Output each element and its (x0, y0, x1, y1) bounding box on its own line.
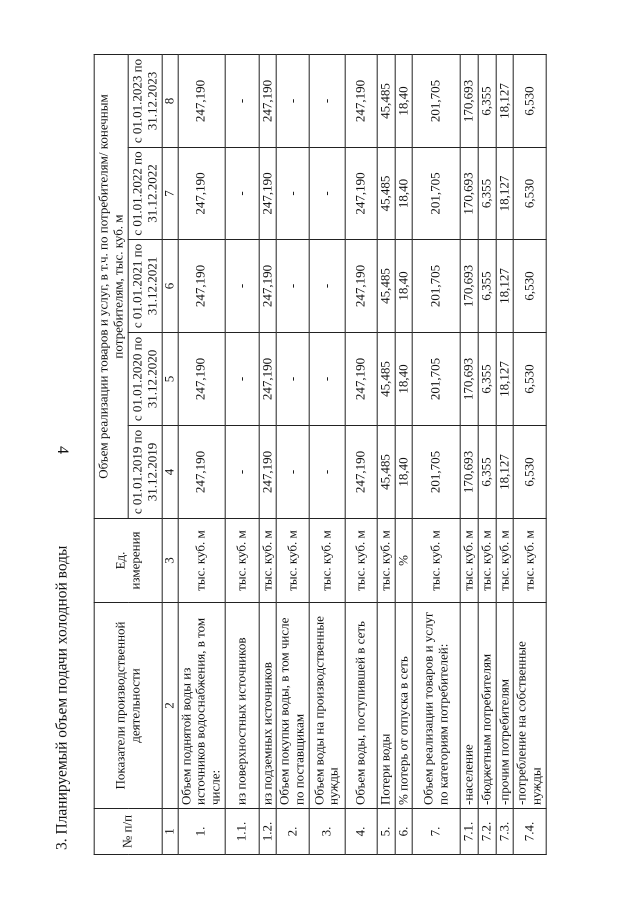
row-unit: тыс. куб. м (309, 519, 345, 603)
row-num: 7.4. (513, 809, 545, 855)
column-index: 8 (162, 55, 178, 148)
row-name: Потери воды (377, 603, 395, 809)
row-unit: тыс. куб. м (178, 519, 225, 603)
row-value: - (309, 426, 345, 519)
section-heading: 3. Планируемый объем подачи холодной воды (53, 545, 71, 850)
row-value: 18,40 (395, 148, 413, 240)
row-num: 1. (178, 809, 225, 855)
header-period: с 01.01.2021 по 31.12.2021 (128, 240, 162, 333)
row-value: 18,127 (496, 55, 514, 148)
row-value: - (225, 148, 259, 240)
row-unit: тыс. куб. м (345, 519, 377, 603)
row-num: 2. (277, 809, 309, 855)
water-supply-table (94, 54, 547, 855)
row-unit: тыс. куб. м (478, 519, 496, 603)
row-name: -прочим потребителям (496, 603, 514, 809)
row-value: - (277, 55, 309, 148)
row-value: 45,485 (377, 148, 395, 240)
row-value: 247,190 (178, 426, 225, 519)
row-name: Объем воды на производственные нужды (309, 603, 345, 809)
header-unit: Ед. измерения (94, 519, 162, 603)
row-value: 201,705 (412, 333, 460, 426)
header-period: с 01.01.2022 по 31.12.2022 (128, 148, 162, 240)
column-index: 7 (162, 148, 178, 240)
row-value: 6,530 (513, 55, 545, 148)
row-value: 18,127 (496, 148, 514, 240)
row-value: - (309, 333, 345, 426)
row-value: - (225, 240, 259, 333)
table-row (277, 55, 309, 855)
row-name: из подземных источников (259, 603, 277, 809)
row-value: 247,190 (345, 426, 377, 519)
row-value: - (309, 148, 345, 240)
row-value: 18,127 (496, 240, 514, 333)
row-value: 247,190 (178, 148, 225, 240)
table-row (412, 55, 460, 855)
table-row (377, 55, 395, 855)
row-value: - (225, 426, 259, 519)
row-value: 18,40 (395, 240, 413, 333)
row-value: - (309, 240, 345, 333)
row-value: 170,693 (460, 55, 478, 148)
table-row (259, 55, 277, 855)
table-row (496, 55, 514, 855)
header-period: с 01.01.2019 по 31.12.2019 (128, 426, 162, 519)
row-name: из поверхностных источников (225, 603, 259, 809)
header-num: № п/п (94, 809, 162, 855)
row-name: % потерь от отпуска в сеть (395, 603, 413, 809)
row-value: 6,355 (478, 148, 496, 240)
row-value: - (309, 55, 345, 148)
row-value: 170,693 (460, 148, 478, 240)
column-index: 2 (162, 603, 178, 809)
row-num: 4. (345, 809, 377, 855)
row-name: Объем воды, поступившей в сеть (345, 603, 377, 809)
table-row (178, 55, 225, 855)
row-value: 6,530 (513, 426, 545, 519)
row-name: Объем реализации товаров и услуг по категориям потребителей: (412, 603, 460, 809)
row-value: 170,693 (460, 426, 478, 519)
row-unit: тыс. куб. м (460, 519, 478, 603)
row-value: 6,530 (513, 240, 545, 333)
header-volume-group: Объем реализации товаров и услуг, в т.ч. по потребителям/ конечным потребителям, тыс. куб. м (94, 55, 128, 519)
column-index: 5 (162, 333, 178, 426)
row-num: 7.1. (460, 809, 478, 855)
row-value: 247,190 (345, 148, 377, 240)
page-number: 4 (54, 446, 71, 454)
row-value: 247,190 (259, 148, 277, 240)
row-value: 45,485 (377, 426, 395, 519)
row-num: 1.2. (259, 809, 277, 855)
row-value: - (277, 148, 309, 240)
row-name: -население (460, 603, 478, 809)
row-value: 45,485 (377, 240, 395, 333)
row-value: 6,355 (478, 240, 496, 333)
row-value: 201,705 (412, 148, 460, 240)
row-value: 247,190 (178, 55, 225, 148)
column-index: 3 (162, 519, 178, 603)
header-period: с 01.01.2023 по 31.12.2023 (128, 55, 162, 148)
row-unit: тыс. куб. м (259, 519, 277, 603)
row-value: 247,190 (259, 426, 277, 519)
row-num: 6. (395, 809, 413, 855)
row-value: 6,530 (513, 148, 545, 240)
row-value: - (225, 55, 259, 148)
table-row (309, 55, 345, 855)
table-row (395, 55, 413, 855)
row-value: - (277, 240, 309, 333)
row-value: - (277, 426, 309, 519)
row-num: 5. (377, 809, 395, 855)
column-index: 4 (162, 426, 178, 519)
rotated-content (53, 55, 547, 855)
row-value: 6,355 (478, 55, 496, 148)
row-value: 6,355 (478, 426, 496, 519)
header-period: с 01.01.2020 по 31.12.2020 (128, 333, 162, 426)
row-value: 45,485 (377, 333, 395, 426)
row-name: Объем покупки воды, в том числе по поставщикам (277, 603, 309, 809)
table-row (345, 55, 377, 855)
row-unit: тыс. куб. м (513, 519, 545, 603)
row-value: 18,127 (496, 426, 514, 519)
row-unit: тыс. куб. м (377, 519, 395, 603)
row-name: -бюджетным потребителям (478, 603, 496, 809)
row-value: 18,40 (395, 333, 413, 426)
row-num: 7.2. (478, 809, 496, 855)
row-value: 247,190 (345, 240, 377, 333)
row-value: 247,190 (259, 55, 277, 148)
row-unit: тыс. куб. м (412, 519, 460, 603)
table-row (460, 55, 478, 855)
row-value: 247,190 (345, 55, 377, 148)
row-unit: тыс. куб. м (496, 519, 514, 603)
row-num: 7.3. (496, 809, 514, 855)
row-unit: тыс. куб. м (277, 519, 309, 603)
row-value: 201,705 (412, 55, 460, 148)
row-value: 18,40 (395, 426, 413, 519)
column-index: 1 (162, 809, 178, 855)
row-value: 247,190 (345, 333, 377, 426)
table-row (513, 55, 545, 855)
column-index: 6 (162, 240, 178, 333)
row-value: 18,40 (395, 55, 413, 148)
row-value: 170,693 (460, 333, 478, 426)
row-value: 201,705 (412, 426, 460, 519)
row-value: 247,190 (259, 240, 277, 333)
row-unit: % (395, 519, 413, 603)
row-num: 7. (412, 809, 460, 855)
row-value: 201,705 (412, 240, 460, 333)
row-name: -потребление на собственные нужды (513, 603, 545, 809)
row-num: 3. (309, 809, 345, 855)
table-row (478, 55, 496, 855)
row-value: 170,693 (460, 240, 478, 333)
row-value: - (225, 333, 259, 426)
row-value: 45,485 (377, 55, 395, 148)
row-value: 247,190 (178, 333, 225, 426)
row-value: - (277, 333, 309, 426)
row-value: 18,127 (496, 333, 514, 426)
row-value: 247,190 (259, 333, 277, 426)
table-row (225, 55, 259, 855)
row-num: 1.1. (225, 809, 259, 855)
header-indicator: Показатели производственной деятельности (94, 603, 162, 809)
row-name: Объем поднятой воды из источников водоснабжения, в том числе: (178, 603, 225, 809)
row-value: 247,190 (178, 240, 225, 333)
row-value: 6,530 (513, 333, 545, 426)
row-unit: тыс. куб. м (225, 519, 259, 603)
row-value: 6,355 (478, 333, 496, 426)
